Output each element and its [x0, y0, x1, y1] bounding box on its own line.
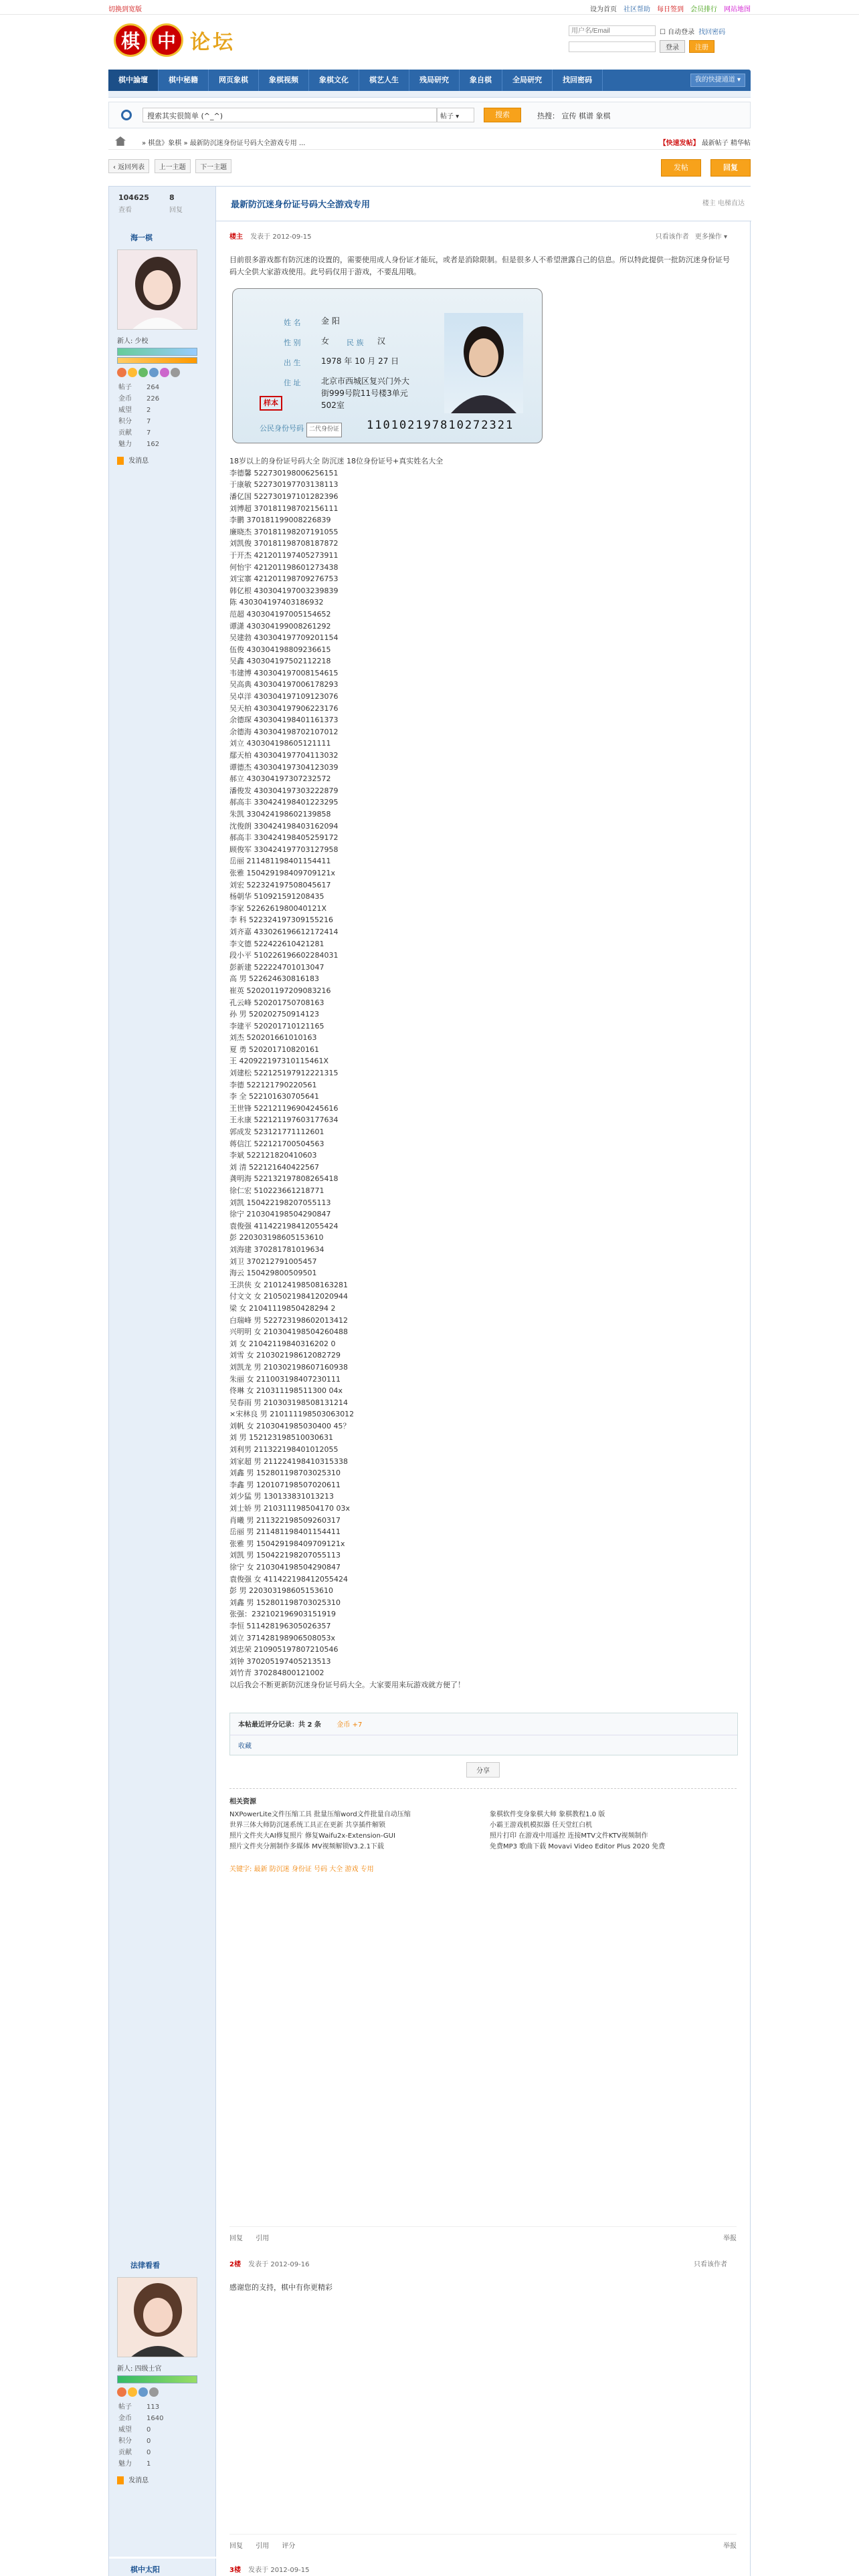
- sig-links: [229, 1810, 737, 1852]
- stat-value: 264: [147, 384, 160, 391]
- stat-value: 0: [147, 2438, 151, 2445]
- avatar-image: [118, 2278, 197, 2357]
- thread-frame: [108, 186, 751, 2576]
- id-entry: 袁俊强 411422198412055424: [229, 1221, 339, 1230]
- post-info-right: [656, 231, 727, 241]
- post-3: [109, 2559, 750, 2576]
- reply-button[interactable]: 回复: [710, 159, 751, 177]
- stat-value: 226: [147, 395, 160, 403]
- medal-icon: [138, 368, 148, 377]
- stat-value: 1640: [147, 2415, 164, 2422]
- sig-link[interactable]: 照片文件夹分割制作多媒体 MV视频解锁V3.2.1下载: [229, 1842, 384, 1850]
- id-entry: 刘宝寨 421201198709276753: [229, 574, 339, 584]
- nav-item-life[interactable]: 棋艺人生: [359, 70, 409, 91]
- id-entry: 吴天柏 430304197906223176: [229, 704, 339, 713]
- wide-screen-link[interactable]: 切换到宽版: [108, 6, 142, 13]
- share-button[interactable]: 分享: [466, 1762, 500, 1778]
- id-entry: 吴鑫 430304197502112218: [229, 657, 331, 666]
- id-entry: 张强：232102196903151919: [229, 1610, 336, 1619]
- id-entry: 梁 女 21041119850428294 2: [229, 1303, 336, 1313]
- stat-value: 0: [147, 2426, 151, 2434]
- id-entry: 刘博超 370181198702156111: [229, 504, 339, 513]
- id-entry: 刘忠荣 210905197807210546: [229, 1645, 339, 1654]
- id-entry: 余德琛 430304198401161373: [229, 716, 339, 725]
- nav-item-home[interactable]: 棋中論壇: [108, 70, 159, 91]
- portrait-image: [444, 313, 523, 413]
- id-entry: ×宋林良 男 210111198503063012: [229, 1410, 355, 1419]
- award-icon: [117, 2476, 124, 2484]
- id-entry: 吴卓洋 430304197109123076: [229, 692, 339, 702]
- rate-title: 本帖最近评分记录：共 2 条: [238, 1721, 321, 1729]
- search-type-select[interactable]: 帖子 ▾: [437, 108, 474, 122]
- id-addr-3: 502室: [321, 401, 345, 411]
- top-link-sitemap[interactable]: 网站地图: [724, 6, 751, 13]
- image-caption: 二代身份证: [306, 423, 342, 437]
- post-body: [216, 221, 750, 2249]
- post-time: 发表于 2012-09-15: [248, 2567, 310, 2574]
- id-photo: [444, 313, 523, 413]
- id-entry: 刘宏 522324197508045617: [229, 880, 331, 889]
- thread-title: 最新防沉迷身份证号码大全游戏专用: [231, 200, 371, 210]
- id-entry: 鄢天柏 430304197704113032: [229, 751, 339, 760]
- id-entry: 段小平 510226196602284031: [229, 951, 339, 960]
- id-entry: 谭潇 430304199008261292: [229, 621, 331, 631]
- top-links: [590, 3, 751, 13]
- username-input[interactable]: [569, 25, 656, 36]
- id-entry: 刘凯 男 150422198207055113: [229, 1551, 341, 1560]
- thread-title-row: [109, 187, 751, 221]
- views-label: 查看: [118, 207, 132, 214]
- id-entry: 朱丽 女 211003198407230111: [229, 1374, 341, 1384]
- id-entry: 王世锋 522121196904245616: [229, 1103, 339, 1113]
- more-actions[interactable]: 更多操作 ▾: [694, 233, 727, 241]
- author-stats: [117, 2401, 178, 2470]
- nav-item-culture[interactable]: 象棋文化: [309, 70, 359, 91]
- avatar-image: [118, 250, 197, 330]
- id-entry: 刘雪 女 210302198612082729: [229, 1351, 341, 1360]
- author-actions: [117, 455, 207, 465]
- medal-icon: [128, 2387, 137, 2397]
- medals: [117, 2387, 207, 2397]
- author-panel: [109, 2559, 216, 2576]
- id-entry: 刘杰 520201661010163: [229, 1033, 317, 1043]
- top-bar: [0, 0, 859, 15]
- id-entry: 余德海 430304198702107012: [229, 727, 339, 736]
- search-icon: [121, 110, 132, 120]
- quote-action[interactable]: 引用: [256, 2543, 270, 2550]
- entry-list: [229, 467, 737, 1679]
- id-entry: 廉晓杰 370181198207191055: [229, 527, 339, 536]
- stat-value: 1: [147, 2460, 151, 2468]
- back-to-list-button[interactable]: ‹ 返回列表: [108, 159, 149, 173]
- stat-value: 113: [147, 2403, 160, 2411]
- medal-icon: [171, 368, 180, 377]
- new-post-button[interactable]: 发帖: [661, 159, 701, 177]
- nav-item-secrets[interactable]: 棋中秘籍: [159, 70, 209, 91]
- id-addr-2: 街999号院11号楼3单元: [321, 389, 408, 399]
- nav-item-full-game[interactable]: 全局研究: [502, 70, 553, 91]
- rate-value: 金币 +7: [337, 1721, 363, 1729]
- signature-block: [229, 1788, 737, 1873]
- id-entry: 刘士娇 男 210311198504170 03x: [229, 1504, 350, 1513]
- password-input[interactable]: [569, 41, 656, 52]
- id-entry: 于开杰 421201197405273911: [229, 550, 339, 560]
- id-entry: 刘家超 男 211224198410315338: [229, 1457, 348, 1466]
- author-panel: [109, 2249, 216, 2557]
- id-entry: 王 420922197310115461X: [229, 1057, 329, 1066]
- stat-label: 金币: [118, 2415, 132, 2422]
- id-entry: 袁俊强 女 411422198412055424: [229, 1574, 348, 1584]
- related-tags[interactable]: 关键字: 最新 防沉迷 身份证 号码 大全 游戏 专用: [229, 1865, 374, 1873]
- avatar[interactable]: [117, 249, 197, 330]
- id-entry: 崔英 520201197209083216: [229, 986, 331, 995]
- stat-label: 积分: [118, 418, 132, 425]
- stat-label: 贡献: [118, 429, 132, 437]
- stat-label: 帖子: [118, 384, 132, 391]
- id-entry: 李家 5226261980040121X: [229, 903, 327, 913]
- author-name[interactable]: 海一棋: [130, 233, 153, 242]
- id-name: 金 阳: [321, 316, 340, 326]
- id-entry: 刘齐嘉 433026196612172414: [229, 927, 339, 936]
- top-link-rank[interactable]: 会员排行: [690, 6, 717, 13]
- author-actions: [117, 2474, 207, 2484]
- id-card-image: [232, 288, 543, 443]
- post-time: 发表于 2012-09-15: [250, 233, 312, 241]
- post-info: [229, 2258, 737, 2268]
- id-entry: 郝高丰 330424198405259172: [229, 833, 339, 843]
- id-entry: 朱凯 330424198602139858: [229, 810, 331, 819]
- id-entry: 刘钟 370205197405213513: [229, 1656, 331, 1666]
- id-entry: 刘卫 370212791005457: [229, 1257, 317, 1266]
- post-intro: 目前很多游戏都有防沉迷的设置的，需要使用成人身份证才能玩，或者是消除限制。但是很多人不希望泄露自己的信息。所以特此提供一批防沉迷身份证号码大全供大家游戏使用。此号码仅用于游戏，不要乱用哦。: [229, 255, 730, 276]
- site-logo[interactable]: [114, 20, 235, 60]
- id-entry: 范超 430304197005154652: [229, 609, 331, 619]
- floor-jump[interactable]: 楼主 电梯直达: [702, 200, 745, 207]
- id-entry: 刘立 430304198605121111: [229, 739, 331, 748]
- quote-action[interactable]: 引用: [256, 2235, 270, 2242]
- sig-link[interactable]: 免费MP3 歌曲下载 Movavi Video Editor Plus 2020 免费: [490, 1842, 666, 1850]
- report-action[interactable]: 举报: [723, 2543, 737, 2550]
- home-icon[interactable]: [115, 136, 126, 146]
- main-nav: [108, 70, 751, 91]
- id-entry: 刘海建 370281781019634: [229, 1245, 324, 1254]
- closing-text: 以后我会不断更新防沉迷身份证号码大全。大家要用来玩游戏就方便了！: [229, 1680, 465, 1689]
- nav-item-recover[interactable]: 找回密码: [553, 70, 603, 91]
- digest-link[interactable]: 精华帖: [731, 140, 751, 147]
- id-entry: 徐宁 女 210304198504290847: [229, 1563, 341, 1572]
- id-entry: 谭德杰 430304197304123039: [229, 762, 339, 772]
- stat-value: 2: [147, 407, 151, 414]
- post-2: [109, 2249, 750, 2557]
- id-entry: 王洪侠 女 210124198508163281: [229, 1280, 348, 1289]
- sample-stamp: 样本: [260, 396, 282, 411]
- id-entry: 刘鑫 男 152801198703025310: [229, 1469, 341, 1478]
- id-eth: 汉: [377, 336, 386, 346]
- id-entry: 潘亿国 522730197101282396: [229, 492, 339, 501]
- id-entry: 吴高典 430304197006178293: [229, 680, 339, 689]
- stat-value: 7: [147, 429, 151, 437]
- id-entry: 刘鑫 男 152801198703025310: [229, 1598, 341, 1607]
- medal-icon: [117, 368, 126, 377]
- login-box: [569, 25, 749, 60]
- id-entry: 刘帆 女 2103041985030400 45？: [229, 1421, 351, 1430]
- id-born-label: 出 生: [284, 358, 301, 368]
- id-number-label: 公民身份号码: [260, 424, 304, 433]
- id-entry: 刘凯俊 370181198708187872: [229, 539, 339, 548]
- stat-label: 威望: [118, 407, 132, 414]
- floor-label: 3楼: [229, 2567, 241, 2574]
- stat-label: 帖子: [118, 2403, 132, 2411]
- id-entry: 李鑫 男 120107198507020611: [229, 1480, 341, 1489]
- post-1: [109, 221, 750, 2249]
- id-entry: 刘立 371428198906508053x: [229, 1633, 335, 1642]
- post-content: 感谢您的支持，棋中有你更精彩: [229, 2283, 332, 2292]
- search-button[interactable]: 搜索: [484, 108, 521, 122]
- stat-value: 0: [147, 2449, 151, 2456]
- id-entry: 何怡宇 421201198601273438: [229, 562, 339, 572]
- search-input[interactable]: 搜索其实很简单 (^_^): [142, 108, 437, 122]
- id-entry: 陈 430304197403186932: [229, 598, 324, 607]
- sig-link[interactable]: NXPowerLite文件压缩工具 批量压缩word文件批量自动压缩: [229, 1810, 411, 1818]
- medal-icon: [138, 2387, 148, 2397]
- login-button[interactable]: 登录: [660, 40, 685, 53]
- latest-posts-link[interactable]: 最新帖子: [701, 140, 729, 147]
- sig-link[interactable]: 世界三体大师防沉迷系统工具正在更新 共享插件解锁: [229, 1821, 386, 1829]
- id-entry: 刘建松 522125197912221315: [229, 1069, 339, 1078]
- quick-post-link[interactable]: 【快速发帖】: [659, 140, 700, 147]
- sig-link[interactable]: 照片打印 在游戏中用遥控 连接MTV文件KTV视频制作: [490, 1832, 648, 1840]
- id-entry: 李文德 522422610421281: [229, 939, 324, 948]
- medal-icon: [117, 2387, 126, 2397]
- id-entry: 彭 220303198605153610: [229, 1233, 324, 1243]
- id-entry: 郝立 430304197307232572: [229, 774, 331, 784]
- fav-link[interactable]: 收藏: [238, 1742, 252, 1750]
- id-addr-label: 住 址: [284, 379, 301, 388]
- id-entry: 张雅 男 150429198409709121x: [229, 1539, 345, 1548]
- post-info: [229, 2564, 737, 2574]
- id-entry: 李 全 522101630705641: [229, 1092, 319, 1101]
- auto-login-checkbox[interactable]: ☐ 自动登录: [660, 28, 695, 36]
- author-stats: [117, 381, 174, 451]
- top-link-help[interactable]: 社区帮助: [624, 6, 650, 13]
- thread-stats: [109, 187, 216, 221]
- id-number: 110102197810272321: [367, 419, 514, 433]
- rank-bar: [117, 2375, 197, 2383]
- stat-label: 金币: [118, 395, 132, 403]
- list-title: 18岁以上的身份证号码大全 防沉迷 18位身份证号+真实姓名大全: [229, 457, 444, 466]
- id-entry: 彭新建 522224701013047: [229, 962, 324, 972]
- post-body: [216, 2559, 750, 2576]
- id-entry: 李鹏 370181199008226839: [229, 516, 331, 525]
- id-entry: 沈俊朗 330424198403162094: [229, 821, 339, 831]
- stat-label: 贡献: [118, 2449, 132, 2456]
- id-eth-label: 民 族: [347, 338, 364, 348]
- stat-label: 魅力: [118, 2460, 132, 2468]
- id-entry: 潘俊发 430304197303222879: [229, 786, 339, 795]
- reply-action[interactable]: 回复: [229, 2235, 243, 2242]
- id-entry: 岳丽 211481198401154411: [229, 857, 331, 866]
- id-entry: 李德馨 522730198006256151: [229, 468, 339, 477]
- post-actions: [229, 2226, 737, 2242]
- rank-bar-2: [117, 357, 197, 364]
- id-entry: 刘 女 21042119840316202 0: [229, 1339, 336, 1348]
- breadcrumb-path[interactable]: » 棋盘》象棋 » 最新防沉迷身份证号码大全游戏专用 ...: [142, 140, 306, 147]
- id-born: 1978 年 10 月 27 日: [321, 356, 399, 366]
- id-entry: 张雅 150429198409709121x: [229, 868, 335, 877]
- author-name[interactable]: 法律看看: [130, 2261, 160, 2270]
- id-entry: 韩亿根 430304197003239839: [229, 586, 339, 595]
- id-entry: 刘凯龙 男 210302198607160938: [229, 1362, 348, 1372]
- id-entry: 吴春雨 男 210303198508131214: [229, 1398, 348, 1407]
- id-entry: 王永康 522121197603177634: [229, 1115, 339, 1125]
- author-role: 新人: 少校: [117, 338, 149, 345]
- id-entry: 高 男 522624630816183: [229, 974, 319, 984]
- id-entry: 刘凯 150422198207055113: [229, 1198, 331, 1207]
- id-entry: 蒋信江 522121700504563: [229, 1139, 324, 1148]
- sub-nav: [108, 91, 751, 98]
- sig-title: 相关资源: [229, 1798, 256, 1806]
- medals: [117, 368, 207, 377]
- stat-value: 7: [147, 418, 151, 425]
- replies-count: 8: [169, 193, 175, 202]
- floor-label: 2楼: [229, 2261, 241, 2268]
- rank-bar: [117, 348, 197, 356]
- stat-label: 威望: [118, 2426, 132, 2434]
- stat-label: 积分: [118, 2438, 132, 2445]
- id-entry: 李德 522121790220561: [229, 1080, 317, 1089]
- id-entry: 徐宁 210304198504290847: [229, 1210, 331, 1219]
- top-link-home[interactable]: 设为首页: [590, 6, 617, 13]
- id-entry: 韦建博 430304197008154615: [229, 668, 339, 677]
- top-link-signin[interactable]: 每日签到: [657, 6, 684, 13]
- rate-box: [229, 1713, 738, 1755]
- id-entry: 海云 150429800509501: [229, 1269, 317, 1278]
- id-entry: 刘少猛 男 130133831013213: [229, 1492, 334, 1501]
- post-time: 发表于 2012-09-16: [248, 2261, 310, 2268]
- post-actions: [229, 2534, 737, 2550]
- id-entry: 龚明海 522132197808265418: [229, 1174, 339, 1184]
- medal-icon: [149, 368, 159, 377]
- id-entry: 刘 男 152123198510030631: [229, 1433, 333, 1442]
- hot-search[interactable]: 热搜： 宣传 棋谱 象棋: [537, 112, 611, 120]
- id-entry: 刘 清 522121640422567: [229, 1162, 319, 1172]
- share-row: [229, 1762, 737, 1778]
- id-entry: 白瑞峰 男 522723198602013412: [229, 1315, 348, 1325]
- id-entry: 岳丽 男 211481198401154411: [229, 1527, 341, 1537]
- next-thread-button[interactable]: 下一主题: [195, 159, 231, 173]
- post-info: [229, 231, 737, 241]
- stat-value: 162: [147, 441, 160, 448]
- id-entry: 李斌 522121820410603: [229, 1151, 317, 1160]
- register-button[interactable]: 注册: [689, 40, 714, 53]
- medal-icon: [160, 368, 169, 377]
- author-name[interactable]: 棋中太阳: [130, 2565, 160, 2574]
- id-entry: 兴明明 女 210304198504260488: [229, 1327, 348, 1337]
- award-icon: [117, 457, 124, 465]
- report-action[interactable]: 举报: [723, 2235, 737, 2242]
- id-name-label: 姓 名: [284, 318, 301, 328]
- sig-link[interactable]: 小霸王游戏机模拟器 任天堂红白机: [490, 1821, 593, 1829]
- rate-action[interactable]: 评分: [282, 2543, 296, 2550]
- id-entry: 徐仁宏 510223661218771: [229, 1186, 324, 1195]
- id-entry: 刘竹青 370284800121002: [229, 1669, 324, 1678]
- logo-char-2: 中: [150, 23, 183, 57]
- id-entry: 孔云峰 520201750708163: [229, 998, 324, 1007]
- floor-label: 楼主: [229, 233, 243, 241]
- pager-bar: [108, 159, 751, 179]
- id-entry: 夏 勇 520201710820161: [229, 1045, 319, 1054]
- id-entry: 伍俊 430304198809236615: [229, 645, 331, 654]
- nav-item-self-chess[interactable]: 象自棋: [460, 70, 502, 91]
- logo-char-1: 棋: [114, 23, 147, 57]
- only-author-link[interactable]: 只看该作者: [694, 2261, 727, 2268]
- author-role: 新人: 四级士官: [117, 2365, 162, 2373]
- replies-label: 回复: [169, 207, 183, 214]
- medal-icon: [128, 368, 137, 377]
- post-body: [216, 2249, 750, 2557]
- nav-item-web-chess[interactable]: 网页象棋: [209, 70, 259, 91]
- id-entry: 孙 男 520202750914123: [229, 1010, 319, 1019]
- id-entry: 于康敏 522730197703138113: [229, 480, 339, 490]
- id-entry: 彭 男 220303198605153610: [229, 1586, 333, 1596]
- id-entry: 吴建勃 430304197709201154: [229, 633, 339, 643]
- sig-link[interactable]: 象棋软件变身象棋大师 象棋教程1.0 版: [490, 1810, 605, 1818]
- author-panel: [109, 221, 216, 2249]
- search-bar: [108, 102, 751, 128]
- sig-link[interactable]: 照片文件夹大AI修复照片 修复Waifu2x-Extension-GUI: [229, 1832, 395, 1840]
- nav-item-video[interactable]: 象棋视频: [259, 70, 309, 91]
- post-content: [229, 254, 737, 1691]
- id-sex-label: 性 别: [284, 338, 301, 348]
- logo-text: 论坛: [190, 31, 235, 54]
- id-entry: 郝高丰 330424198401223295: [229, 798, 339, 807]
- quick-channel-select[interactable]: 我的快捷通道 ▾: [690, 74, 745, 87]
- only-author-link[interactable]: 只看该作者: [655, 233, 689, 241]
- id-entry: 李建平 520201710121165: [229, 1021, 324, 1031]
- id-entry: 李恒 511428196305026357: [229, 1621, 331, 1630]
- id-sex: 女: [321, 336, 330, 346]
- id-addr-1: 北京市西城区复兴门外大: [321, 377, 410, 387]
- id-entry: 刘利男 211322198401012055: [229, 1445, 339, 1455]
- breadcrumb-right: [660, 137, 751, 147]
- medal-icon: [149, 2387, 159, 2397]
- reply-action[interactable]: 回复: [229, 2543, 243, 2550]
- avatar[interactable]: [117, 2277, 197, 2357]
- forgot-link[interactable]: 找回密码: [698, 28, 726, 36]
- breadcrumb: [108, 134, 751, 150]
- send-message-link[interactable]: 发消息: [128, 2477, 149, 2484]
- id-entry: 杨朝华 510921591208435: [229, 892, 324, 901]
- stat-label: 魅力: [118, 441, 132, 448]
- send-message-link[interactable]: 发消息: [128, 457, 149, 465]
- prev-thread-button[interactable]: 上一主题: [155, 159, 191, 173]
- id-entry: 佟琳 女 210311198511300 04x: [229, 1386, 343, 1396]
- id-entry: 郭成发 523121771112601: [229, 1128, 324, 1137]
- id-entry: 顾俊军 330424197703127958: [229, 845, 339, 854]
- id-entry: 肖曦 男 211322198509260317: [229, 1515, 341, 1525]
- id-entry: 李 科 522324197309155216: [229, 916, 333, 925]
- id-entry: 付文文 女 210502198412020944: [229, 1292, 348, 1301]
- nav-item-endgame[interactable]: 残局研究: [409, 70, 460, 91]
- views-count: 104625: [118, 193, 149, 202]
